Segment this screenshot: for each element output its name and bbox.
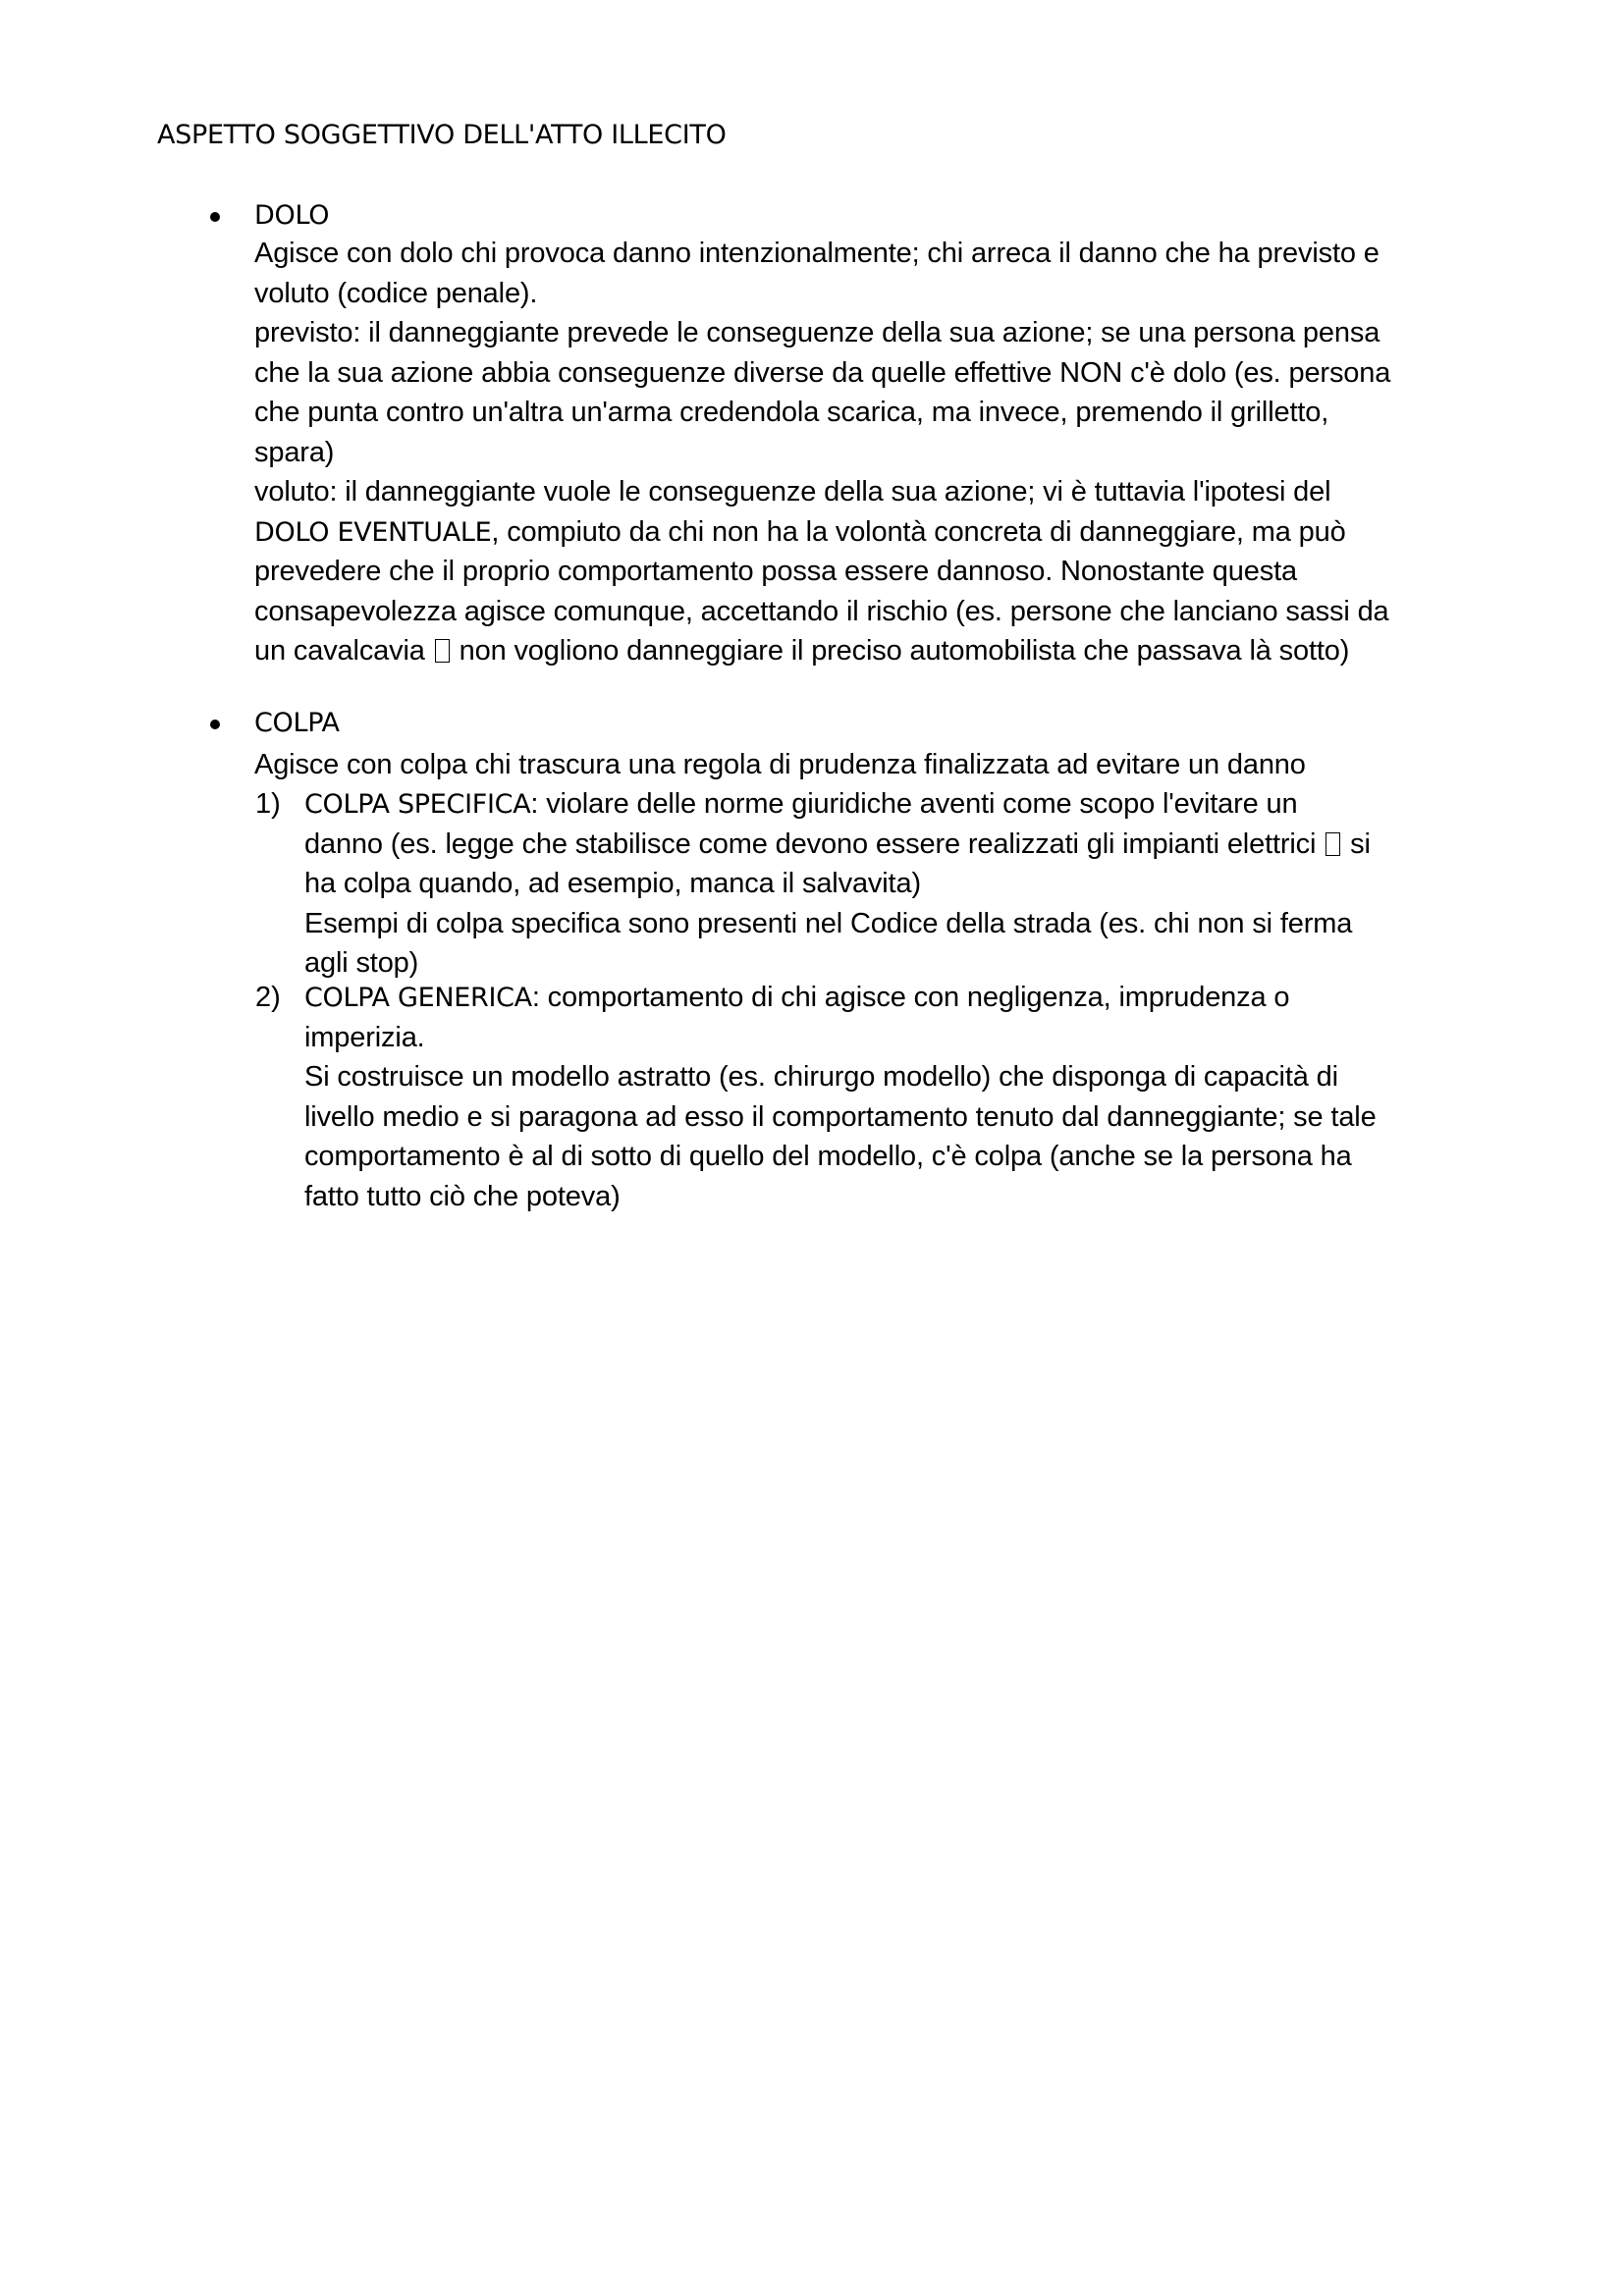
colpa-item-text: si <box>1350 828 1371 860</box>
colpa-generica-term: COLPA GENERICA <box>304 983 532 1013</box>
colpa-item-1-line <box>304 825 1371 865</box>
missing-glyph-arrow-icon <box>1325 832 1340 856</box>
heading-dolo: DOLO <box>254 200 330 231</box>
dolo-line: che punta contro un'altra un'arma credendola scarica, ma invece, premendo il grilletto, <box>254 397 1329 428</box>
colpa-item-2-number: 2) <box>255 982 281 1013</box>
colpa-item-1-first-line <box>304 784 1371 825</box>
dolo-line: consapevolezza agisce comunque, accettando il rischio (es. persone che lanciano sassi da <box>254 595 1389 627</box>
colpa-item-text: danno (es. legge che stabilisce come devono essere realizzati gli impianti elettrici <box>304 828 1317 860</box>
colpa-item-text: : violare delle norme giuridiche aventi come scopo l'evitare un <box>530 788 1298 820</box>
dolo-line-text: non vogliono danneggiare il preciso automobilista che passava là sotto) <box>459 635 1350 667</box>
colpa-item-1-line: ha colpa quando, ad esempio, manca il salvavita) <box>304 868 921 899</box>
colpa-item-2-line: Si costruisce un modello astratto (es. chirurgo modello) che disponga di capacità di <box>304 1061 1338 1093</box>
colpa-item-1-number: 1) <box>255 788 281 820</box>
colpa-item-1 <box>304 784 1371 984</box>
colpa-item-1-line: Esempi di colpa specifica sono presenti nel Codice della strada (es. chi non si ferma <box>304 907 1353 939</box>
dolo-line: previsto: il danneggiante prevede le conseguenze della sua azione; se una persona pensa <box>254 317 1380 348</box>
colpa-item-2-line: comportamento è al di sotto di quello del modello, c'è colpa (anche se la persona ha <box>304 1141 1352 1172</box>
colpa-item-1-line: agli stop) <box>304 947 419 979</box>
colpa-item-2 <box>304 978 1377 1216</box>
dolo-line-text: , compiuto da chi non ha la volontà concreta di danneggiare, ma può <box>491 515 1346 548</box>
colpa-item-2-line: livello medio e si paragona ad esso il comportamento tenuto dal danneggiante; se tale <box>304 1100 1377 1133</box>
dolo-line: voluto (codice penale). <box>254 277 538 309</box>
colpa-item-2-first-line <box>304 978 1377 1018</box>
colpa-item-2-line: fatto tutto ciò che poteva) <box>304 1180 621 1212</box>
dolo-line-text: un cavalcavia <box>254 635 425 667</box>
dolo-line-cavalcavia <box>254 631 1390 671</box>
colpa-intro <box>254 745 1306 785</box>
dolo-line: che la sua azione abbia conseguenze diverse da quelle effettive NON c'è dolo (es. persona <box>254 356 1391 389</box>
dolo-line: Agisce con dolo chi provoca danno intenzionalmente; chi arreca il danno che ha previsto e <box>254 238 1380 269</box>
colpa-intro-line: Agisce con colpa chi trascura una regola di prudenza finalizzata ad evitare un danno <box>254 749 1306 780</box>
document-title: ASPETTO SOGGETTIVO DELL'ATTO ILLECITO <box>157 120 727 150</box>
dolo-line: prevedere che il proprio comportamento possa essere dannoso. Nonostante questa <box>254 556 1297 587</box>
missing-glyph-arrow-icon <box>435 639 450 663</box>
dolo-paragraph <box>254 234 1390 671</box>
colpa-specifica-term: COLPA SPECIFICA <box>304 789 531 820</box>
dolo-line-eventuale <box>254 512 1390 553</box>
bullet-dolo <box>210 212 220 222</box>
colpa-item-text: : comportamento di chi agisce con negligenza, imprudenza o <box>531 982 1290 1013</box>
colpa-item-2-line: imperizia. <box>304 1021 425 1053</box>
dolo-line: voluto: il danneggiante vuole le conseguenze della sua azione; vi è tuttavia l'ipotesi del <box>254 476 1331 507</box>
dolo-line: spara) <box>254 436 335 468</box>
heading-colpa: COLPA <box>254 708 340 738</box>
dolo-eventuale-term: DOLO EVENTUALE <box>254 516 492 548</box>
bullet-colpa <box>210 720 220 729</box>
